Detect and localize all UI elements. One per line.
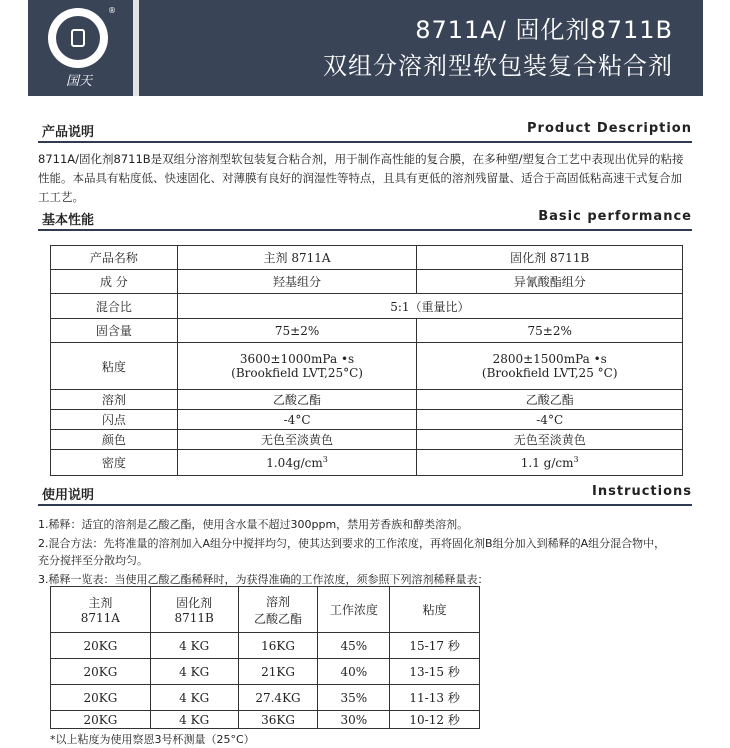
table-row: 固含量 75±2% 75±2% — [51, 319, 683, 343]
product-subtitle: 双组分溶剂型软包装复合粘合剂 — [323, 52, 673, 80]
table-row: 20KG 4 KG 27.4KG 35% 11-13 秒 — [51, 685, 480, 711]
table-row: 颜色 无色至淡黄色 无色至淡黄色 — [51, 430, 683, 450]
table-row: 密度 $1.04g/cm^3$ 1.1 $g/cm^3$ — [51, 450, 683, 476]
instruction-item-1: 1.稀释：适宜的溶剂是乙酸乙酯，使用含水量不超过300ppm，禁用芳香族和醇类溶剂。 — [38, 518, 469, 531]
logo-text: 国天 — [65, 74, 92, 89]
table-row: 溶剂 乙酸乙酯 乙酸乙酯 — [51, 390, 683, 410]
table-row: 产品名称 主剂 8711A 固化剂 8711B — [51, 246, 683, 270]
table-header-row: 主剂 8711A 固化剂 8711B 溶剂 乙酸乙酯 工作浓度 粘度 — [51, 587, 480, 633]
product-title: 8711A/ 固化剂8711B — [415, 16, 673, 44]
section-heading-en: Basic performance — [538, 209, 692, 224]
section-product-description — [38, 121, 692, 143]
description-text: 8711A/固化剂8711B是双组分溶剂型软包装复合粘合剂，用于制作高性能的复合膜，在多种塑/塑复合工艺中表现出优异的粘接 性能。本品具有粘度低、快速固化、对薄膜有良好的润湿性等特点，且具有更低的溶剂残留量、适合于高固低粘高速干式复合加 工工艺。 — [38, 152, 684, 204]
section-instructions — [38, 484, 692, 506]
instruction-item-3: 3.稀释一览表：当使用乙酸乙酯稀释时，为获得准确的工作浓度，须参照下列溶剂稀释量表： — [38, 573, 489, 586]
header-banner — [28, 0, 703, 96]
section-heading-en: Product Description — [527, 121, 692, 136]
brand-logo — [28, 0, 130, 96]
instruction-item-2: 2.混合方法：先将准量的溶剂加入A组分中搅拌均匀，使其达到要求的工作浓度，再将固化剂B组分加入到稀释的A组分混合物中， 充分搅拌至分散均匀。 — [38, 537, 666, 567]
logo-emblem-icon — [48, 8, 108, 68]
section-heading-en: Instructions — [591, 484, 692, 499]
table-row: 粘度 3600±1000mPa •s (Brookfield LVT,25°C) 2800±1500mPa •s (Brookfield LVT,25 °C) — [51, 343, 683, 390]
section-heading-zh: 基本性能 — [42, 213, 95, 228]
section-heading-zh: 使用说明 — [42, 488, 95, 503]
table-row: 20KG 4 KG 36KG 30% 10-12 秒 — [51, 711, 480, 729]
dilution-table — [50, 586, 480, 729]
section-basic-performance — [38, 209, 692, 231]
performance-table — [50, 245, 683, 476]
section-heading-zh: 产品说明 — [42, 125, 95, 140]
table-row: 20KG 4 KG 16KG 45% 15-17 秒 — [51, 633, 480, 659]
table-row: 20KG 4 KG 21KG 40% 13-15 秒 — [51, 659, 480, 685]
table-row: 闪点 -4°C -4°C — [51, 410, 683, 430]
registered-mark: ® — [108, 6, 116, 15]
table-row: 成 分 羟基组分 异氰酸酯组分 — [51, 270, 683, 294]
table-row: 混合比 5:1（重量比） — [51, 294, 683, 319]
footnote: *以上粘度为使用察恩3号杯测量（25°C） — [50, 733, 255, 746]
